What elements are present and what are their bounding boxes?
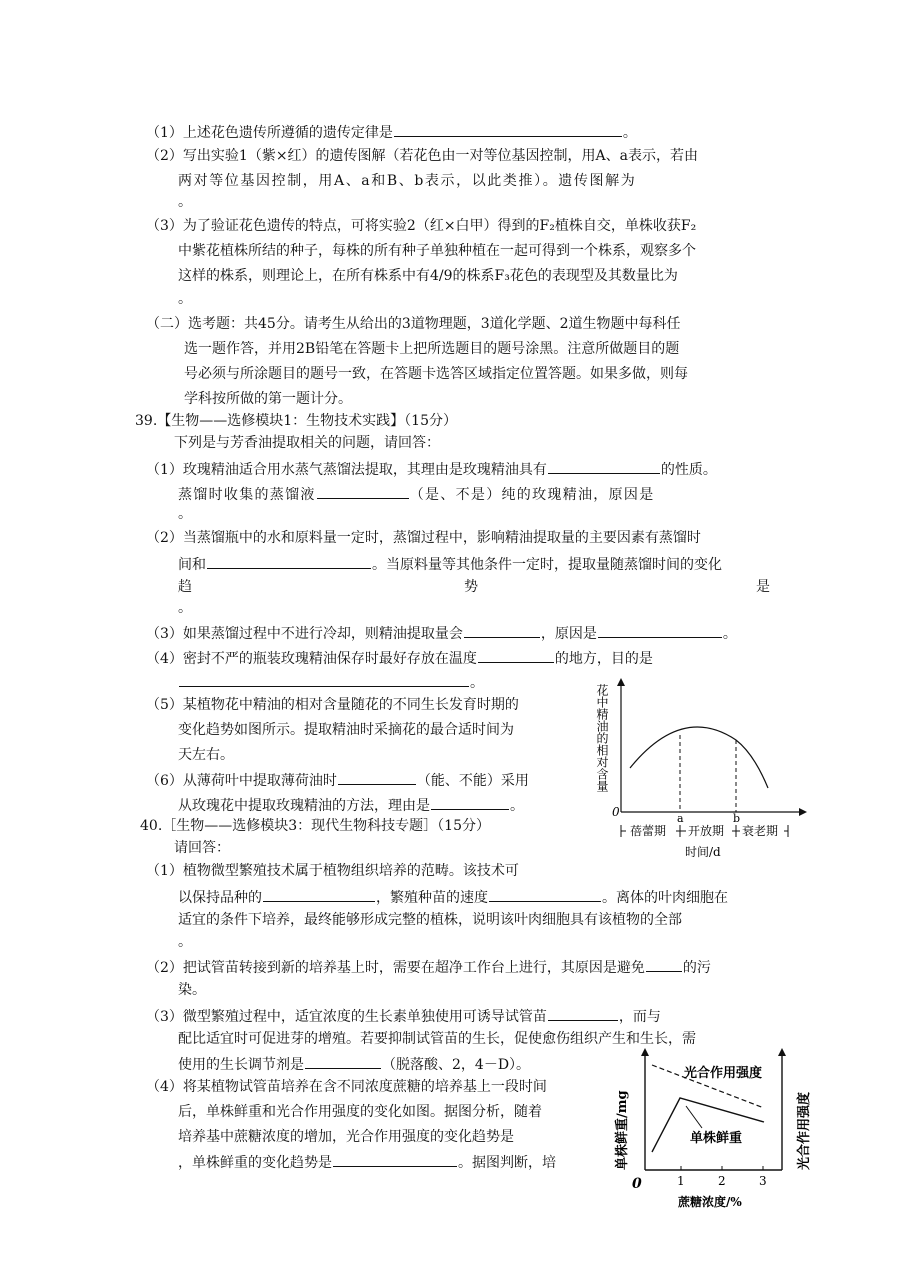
q39-p4-line-1: （4）密封不严的瓶装玫瑰精油保存时最好存放在温度 的地方，目的是 <box>146 648 653 668</box>
sucrose-figure <box>612 1042 812 1212</box>
q40-title: 40.［生物——选修模块3：现代生物科技专题］（15分） <box>140 818 490 834</box>
answer-blank[interactable] <box>305 1054 381 1069</box>
fig1-stage-2: 开放期 <box>688 824 725 838</box>
answer-blank[interactable] <box>548 1006 618 1021</box>
q39-p2-line-3a: 趋 <box>178 579 192 595</box>
fig1-x-arrow <box>799 808 807 816</box>
q39-p6-line-1: （6）从薄荷叶中提取薄荷油时 （能、不能）采用 <box>146 770 529 790</box>
q39-p2-line-4: 。 <box>178 600 192 616</box>
answer-blank[interactable] <box>179 672 469 687</box>
q1-line-6: 中紫花植株所结的种子，每株的所有种子单独种植在一起可得到一个株系，观察多个 <box>178 243 696 259</box>
fig2-right-arrow <box>778 1048 786 1056</box>
q40-p4-line-1: （4）将某植物试管苗培养在含不同浓度蔗糖的培养基上一段时间 <box>146 1079 547 1095</box>
answer-blank[interactable] <box>598 623 722 638</box>
q1-line-8: 。 <box>178 291 192 307</box>
q1-line-7: 这样的株系，则理论上，在所有株系中有4/9的株系F₃花色的表现型及其数量比为 <box>178 268 678 284</box>
q39-p4-line-2: 。 <box>178 672 484 692</box>
q39-p2-line-3b: 势 <box>464 579 478 595</box>
fig1-origin: 0 <box>612 805 620 819</box>
fig1-stage-3: 衰老期 <box>742 824 779 838</box>
fig2-ylabel-right: 光合作用强度 <box>797 1091 812 1170</box>
sec2-line-4: 学科按所做的第一题计分。 <box>184 391 352 407</box>
q1-line-4: 。 <box>178 194 192 210</box>
answer-blank[interactable] <box>317 484 409 499</box>
fig2-series-photosynthesis: 光合作用强度 <box>684 1066 763 1081</box>
q39-p6-line-2: 从玫瑰花中提取玫瑰精油的方法，理由是 。 <box>178 795 524 815</box>
q39-p5-line-3: 天左右。 <box>178 747 234 763</box>
fig1-y-arrow <box>617 678 625 686</box>
fig2-x-tick-label: 1 <box>677 1174 685 1188</box>
q40-p3-line-3: 使用的生长调节剂是 （脱落酸、2，4－D）。 <box>178 1054 530 1074</box>
sec2-line-3: 号必须与所涂题目的题号一致，在答题卡选答区域指定位置答题。如果多做，则每 <box>184 366 688 382</box>
fig2-label-pointer <box>686 1106 702 1128</box>
fig1-tick-a: a <box>677 812 684 825</box>
answer-blank[interactable] <box>489 887 601 902</box>
fig2-origin: 0 <box>632 1176 642 1192</box>
q39-p2-line-3c: 是 <box>756 579 770 595</box>
fig1-ylabel: 花中精油的相对含量 <box>595 684 609 792</box>
fig2-left-arrow <box>641 1048 649 1056</box>
q1-line-3: 两对等位基因控制，用A、a和B、b表示，以此类推）。遗传图解为 <box>178 173 637 189</box>
q40-intro: 请回答： <box>174 840 230 856</box>
fig1-xlabel: 时间/d <box>685 845 721 859</box>
q39-p1-line-1: （1）玫瑰精油适合用水蒸气蒸馏法提取，其理由是玫瑰精油具有 的性质。 <box>146 459 717 479</box>
fig2-ylabel-left: 单株鲜重/mg <box>615 1090 630 1170</box>
answer-blank[interactable] <box>207 554 371 569</box>
q40-p4-line-3: 培养基中蔗糖浓度的增加，光合作用强度的变化趋势是 <box>178 1129 514 1145</box>
q39-p3-line-1: （3）如果蒸馏过程中不进行冷却，则精油提取量会 ，原因是 。 <box>146 623 737 643</box>
answer-blank[interactable] <box>646 957 682 972</box>
q1-line-1: （1）上述花色遗传所遵循的遗传定律是 。 <box>146 122 637 142</box>
answer-blank[interactable] <box>464 623 540 638</box>
q39-p1-line-3: 。 <box>178 506 192 522</box>
fig1-stage-1: 蓓蕾期 <box>630 824 667 838</box>
q40-p3-line-2: 配比适宜时可促进芽的增殖。若要抑制试管苗的生长，促使愈伤组织产生和生长，需 <box>178 1031 696 1047</box>
q39-p5-line-1: （5）某植物花中精油的相对含量随花的不同生长发育时期的 <box>146 697 519 713</box>
q40-p4-line-2: 后，单株鲜重和光合作用强度的变化如图。据图分析，随着 <box>178 1104 542 1120</box>
q1-line-2: （2）写出实验1（紫×红）的遗传图解（若花色由一对等位基因控制，用A、a表示，若由 <box>146 148 698 164</box>
fig2-series-weight: 单株鲜重 <box>690 1131 743 1146</box>
answer-blank[interactable] <box>478 648 554 663</box>
q40-p1-line-1: （1）植物微型繁殖技术属于植物组织培养的范畴。该技术可 <box>146 863 519 879</box>
q40-p2-line-1: （2）把试管苗转接到新的培养基上时，需要在超净工作台上进行，其原因是避免 的污 <box>146 957 711 977</box>
q39-p2-line-2: 间和 。当原料量等其他条件一定时，提取量随蒸馏时间的变化 <box>178 554 722 574</box>
answer-blank[interactable] <box>431 795 509 810</box>
q39-p5-line-2: 变化趋势如图所示。提取精油时采摘花的最合适时间为 <box>178 722 514 738</box>
q39-p2-line-1: （2）当蒸馏瓶中的水和原料量一定时，蒸馏过程中，影响精油提取量的主要因素有蒸馏时 <box>146 530 701 546</box>
essential-oil-figure <box>590 676 815 862</box>
q40-p3-line-1: （3）微型繁殖过程中，适宜浓度的生长素单独使用可诱导试管苗 ，而与 <box>146 1006 661 1026</box>
answer-blank[interactable] <box>333 1152 457 1167</box>
q39-p1-line-2: 蒸馏时收集的蒸馏液 （是、不是）纯的玫瑰精油，原因是 <box>178 484 655 504</box>
q40-p1-line-4: 。 <box>178 934 192 950</box>
answer-blank[interactable] <box>394 122 622 137</box>
q39-intro: 下列是与芳香油提取相关的问题，请回答： <box>174 435 440 451</box>
q39-title: 39.【生物——选修模块1：生物技术实践】（15分） <box>135 413 457 429</box>
fig2-xlabel: 蔗糖浓度/% <box>678 1195 742 1209</box>
q1-line-5: （3）为了验证花色遗传的特点，可将实验2（红×白甲）得到的F₂植株自交，单株收获F₂ <box>146 218 697 234</box>
answer-blank[interactable] <box>548 459 660 474</box>
sec2-line-2: 选一题作答，并用2B铅笔在答题卡上把所选题目的题号涂黑。注意所做题目的题 <box>184 341 680 357</box>
fig2-x-tick-label: 3 <box>759 1174 767 1188</box>
fig1-tick-b: b <box>733 812 741 825</box>
answer-blank[interactable] <box>263 887 375 902</box>
q40-p2-line-2: 染。 <box>178 982 206 998</box>
q40-p1-line-3: 适宜的条件下培养，最终能够形成完整的植株，说明该叶肉细胞具有该植物的全部 <box>178 912 682 928</box>
fig2-x-tick-label: 2 <box>718 1174 726 1188</box>
fig1-curve <box>630 727 768 788</box>
answer-blank[interactable] <box>338 770 416 785</box>
sec2-line-1: （二）选考题：共45分。请考生从给出的3道物理题，3道化学题、2道生物题中每科任 <box>146 316 681 332</box>
q40-p4-line-4: ，单株鲜重的变化趋势是 。据图判断，培 <box>178 1152 556 1172</box>
q40-p1-line-2: 以保持品种的 ，繁殖种苗的速度 。离体的叶肉细胞在 <box>178 887 728 907</box>
